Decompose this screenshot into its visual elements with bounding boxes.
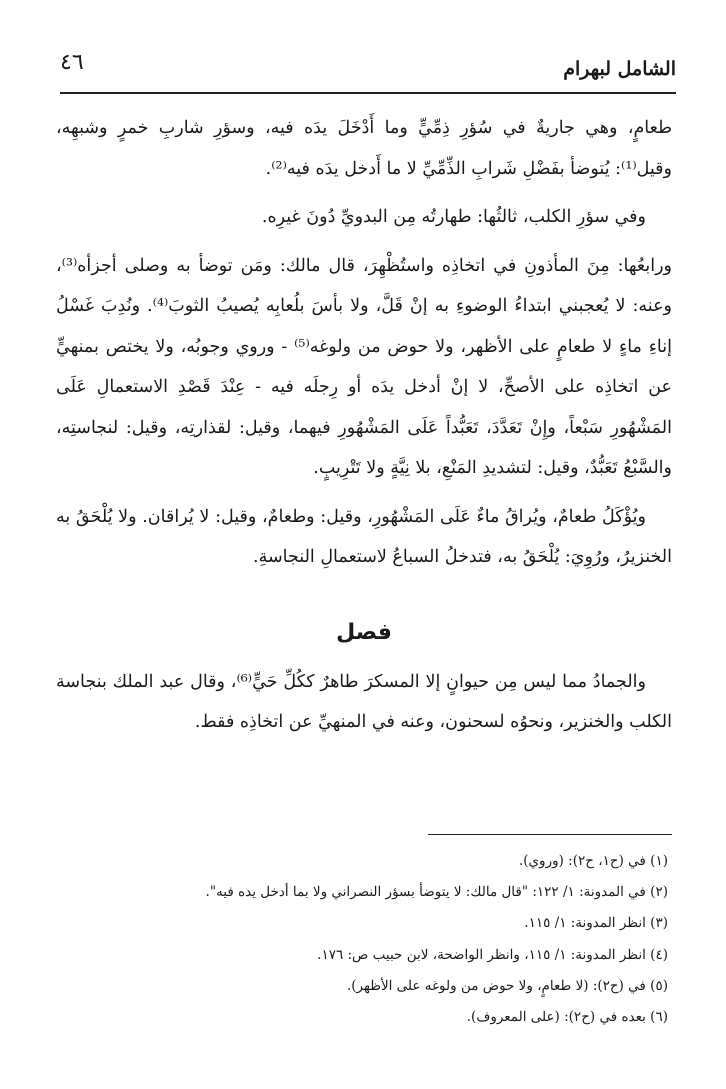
footnotes xyxy=(58,846,668,1033)
paragraph-1: طعامٍ، وهي جاريةٌ في سُؤرِ ذِمِّيٍّ وما أَدْخَلَ يدَه فيه، وسؤرِ شاربِ خمرٍ وشبهِه، وقيل⁽¹⁾: يُتوضأ بفَضْلِ شَرابِ الذِّمِّيِّ لا ما أَدخل يدَه فيه⁽²⁾. xyxy=(56,118,672,179)
paragraph-3: ورابعُها: مِنَ المأذونِ في اتخاذِه واستُظْهِرَ، قال مالك: ومَن توضأ به وصلى أجزأه⁽³⁾، وعنه: لا يُعجبني ابتداءُ الوضوءِ به إنْ قَلَّ، ولا بأسَ بلُعابِه يُصيبُ الثوبَ⁽⁴⁾. ونُدِبَ غَسْلُ إناءِ ماءٍ لا طعامٍ على الأظهر، ولا حوض من ولوغه⁽⁵⁾ - وروي وجوبُه، ولا يختص بمنهيٍّ عن اتخاذِه على الأصحِّ، لا إنْ أدخل يدَه أو رِجلَه فيه - عِنْدَ قَصْدِ الاستعمالِ عَلَى المَشْهُورِ سَبْعاً، وإِنْ تَعَدَّدَ، تَعَبُّداً عَلَى المَشْهُورِ فيهما، وقيل: لقذارتِه، وقيل: لنجاستِه، والسَّبْعُ تَعَبُّدٌ، وقيل: لتشديدِ المَنْعِ، بلا نِيَّةٍ ولا تَتْرِيبٍ. xyxy=(56,255,672,478)
footnote-6: (٦) بعده في (ح٢): (على المعروف). xyxy=(466,1009,668,1026)
paragraph-2: وفي سؤرِ الكلب، ثالثُها: طهارتُه مِن البدويِّ دُونَ غيرِه. xyxy=(261,207,646,227)
running-title: الشامل لبهرام xyxy=(563,58,676,80)
footnote-4: (٤) انظر المدونة: ١/ ١١٥، وانظر الواضحة، لابن حبيب ص: ١٧٦. xyxy=(317,946,668,963)
running-header xyxy=(60,50,676,86)
page-number: ٤٦ xyxy=(60,50,84,75)
section-heading: فصل xyxy=(336,619,392,645)
footnote-5: (٥) في (ح٢): (لا طعامٍ، ولا حوض من ولوغه على الأظهر). xyxy=(346,977,668,994)
paragraph-4: ويُؤْكَلُ طعامٌ، ويُراقُ ماءٌ عَلَى المَشْهُورِ، وقيل: وطعامٌ، وقيل: لا يُراقان. ولا يُلْحَقُ به الخنزيرُ، ورُوِيَ: يُلْحَقُ به، فتدخلُ السباعُ لاستعمالِ النجاسةِ. xyxy=(56,506,672,567)
section-paragraph: والجمادُ مما ليس مِن حيوانٍ إلا المسكرَ طاهرٌ ككُلِّ حَيٍّ⁽⁶⁾، وقال عبد الملك بنجاسة الكلب والخنزير، ونحوُه لسحنون، وعنه في المنهيِّ عن اتخاذِه فقط. xyxy=(56,671,672,732)
footnote-2: (٢) في المدونة: ١/ ١٢٢: "قال مالك: لا يتوضأ بسؤر النصراني ولا بما أدخل يده فيه". xyxy=(205,884,668,901)
footnote-rule xyxy=(428,834,672,835)
footnote-1: (١) في (ح١، ح٢): (وروي). xyxy=(518,853,668,869)
main-text xyxy=(56,108,672,743)
header-rule xyxy=(60,92,676,94)
footnote-3: (٣) انظر المدونة: ١/ ١١٥. xyxy=(524,915,668,932)
